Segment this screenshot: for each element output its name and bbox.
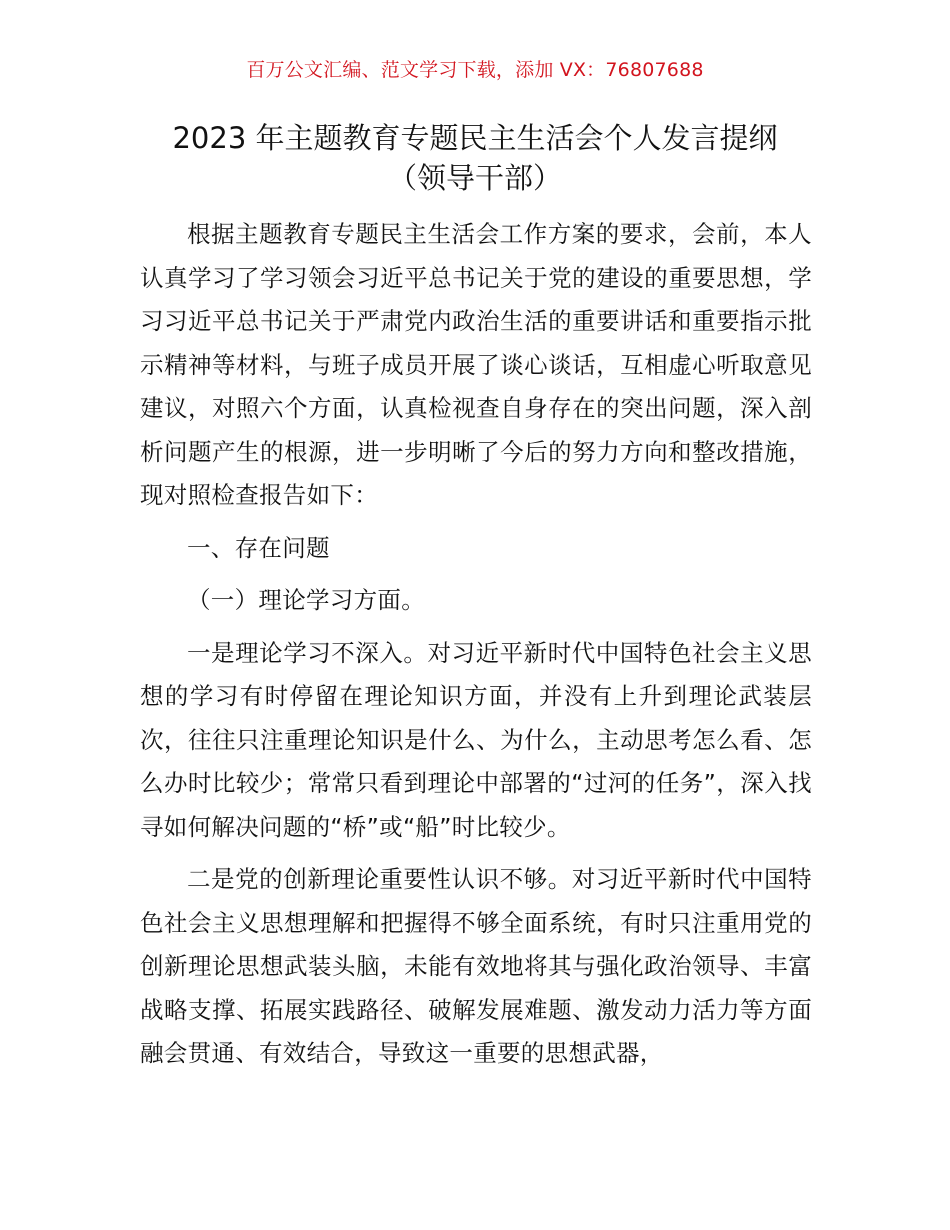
title-line-2: （领导干部） [387,161,562,195]
intro-paragraph: 根据主题教育专题民主生活会工作方案的要求，会前，本人认真学习了学习领会习近平总书记关于党的建设的重要思想，学习习近平总书记关于严肃党内政治生活的重要讲话和重要指示批示精神等材料，与班子成员开展了谈心谈话，互相虚心听取意见建议，对照六个方面，认真检视查自身存在的突出问题，深入剖析问题产生的根源，进一步明晰了今后的努力方向和整改措施，现对照检查报告如下： [140,220,812,509]
subsection-heading-theory-study: （一）理论学习方面。 [187,586,425,614]
document-body [140,213,812,1076]
title-line-1: 2023 年主题教育专题民主生活会个人发言提纲 [172,121,778,155]
section-heading-problems: 一、存在问题 [187,533,330,562]
header-contact-note: 百万公文汇编、范文学习下载，添加 VX：76807688 [246,59,704,81]
point-one-paragraph: 一是理论学习不深入。对习近平新时代中国特色社会主义思想的学习有时停留在理论知识方面，并没有上升到理论武装层次，往往只注重理论知识是什么、为什么，主动思考怎么看、怎么办时比较少；常常只看到理论中部署的“过河的任务”，深入找寻如何解决问题的“桥”或“船”时比较少。 [140,638,812,841]
point-two-paragraph: 二是党的创新理论重要性认识不够。对习近平新时代中国特色社会主义思想理解和把握得不够全面系统，有时只注重用党的创新理论思想武装头脑，未能有效地将其与强化政治领导、丰富战略支撑、拓展实践路径、破解发展难题、激发动力活力等方面融会贯通、有效结合，导致这一重要的思想武器， [140,865,812,1067]
document-title [60,118,890,198]
